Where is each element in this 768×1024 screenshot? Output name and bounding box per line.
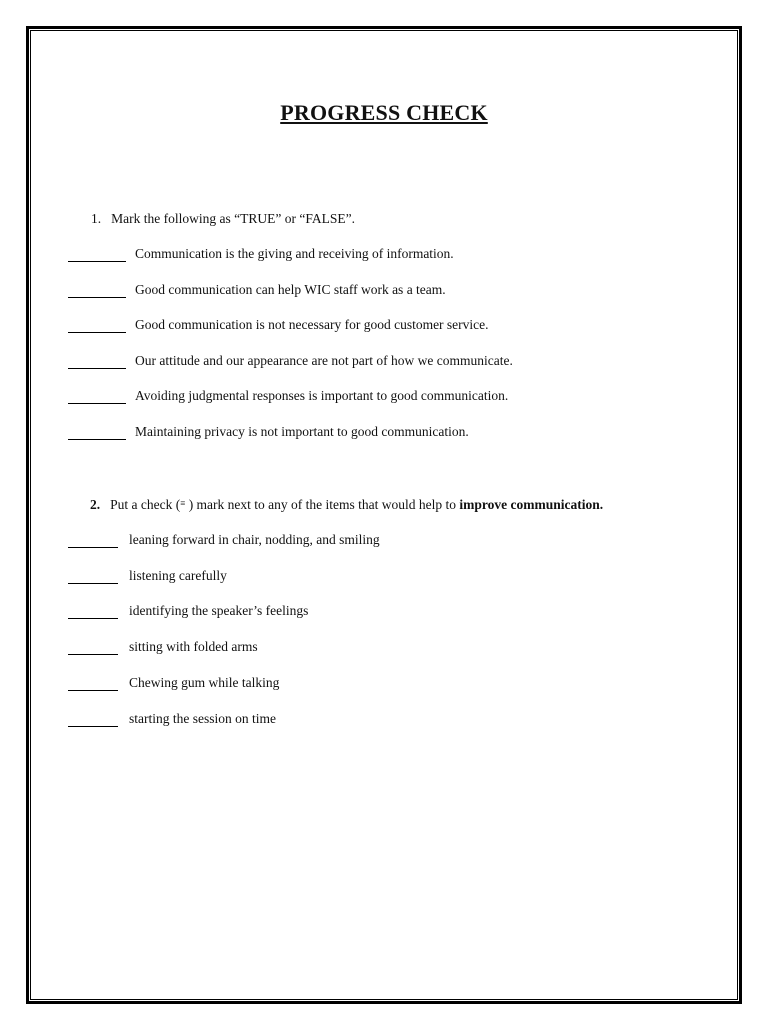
check-blank[interactable] [68,712,118,727]
checklist-text: leaning forward in chair, nodding, and smiling [129,532,380,547]
check-blank[interactable] [68,640,118,655]
true-false-statement: Good communication is not necessary for good customer service. [135,317,489,332]
question-2-text-before: Put a check ( [110,497,181,512]
question-1-text: Mark the following as “TRUE” or “FALSE”. [111,211,355,226]
checklist-text: Chewing gum while talking [129,675,280,690]
checklist-item [68,639,258,655]
question-2-number: 2. [90,497,101,512]
page-title: PROGRESS CHECK [280,100,488,125]
true-false-statement: Our attitude and our appearance are not part of how we communicate. [135,353,513,368]
checklist-text: starting the session on time [129,711,276,726]
question-2-text-after: ) mark next to any of the items that would help to [185,497,460,512]
answer-blank[interactable] [68,283,126,298]
true-false-statement: Communication is the giving and receiving of information. [135,246,454,261]
checklist-item [68,675,279,691]
answer-blank[interactable] [68,318,126,333]
true-false-statement: Maintaining privacy is not important to good communication. [135,424,469,439]
check-blank[interactable] [68,569,118,584]
checklist-text: listening carefully [129,568,227,583]
answer-blank[interactable] [68,247,126,262]
true-false-item [68,424,469,440]
true-false-item [68,246,454,262]
true-false-item [68,317,489,333]
check-blank[interactable] [68,604,118,619]
checklist-text: identifying the speaker’s feelings [129,603,309,618]
answer-blank[interactable] [68,389,126,404]
question-2-emphasis: improve communication. [459,497,604,512]
question-1-number: 1. [91,211,102,226]
true-false-statement: Good communication can help WIC staff work as a team. [135,282,446,297]
answer-blank[interactable] [68,354,126,369]
question-2-prompt [90,497,603,513]
checklist-item [68,603,308,619]
true-false-statement: Avoiding judgmental responses is important to good communication. [135,388,509,403]
checklist-text: sitting with folded arms [129,639,258,654]
true-false-item [68,388,508,404]
checklist-item [68,711,276,727]
check-mark-icon: ≡ [180,498,186,508]
check-blank[interactable] [68,676,118,691]
question-1-prompt [91,211,355,227]
checklist-item [68,532,380,548]
checklist-item [68,568,227,584]
check-blank[interactable] [68,533,118,548]
true-false-item [68,353,513,369]
page-border-inner [30,30,738,1000]
answer-blank[interactable] [68,425,126,440]
true-false-item [68,282,446,298]
